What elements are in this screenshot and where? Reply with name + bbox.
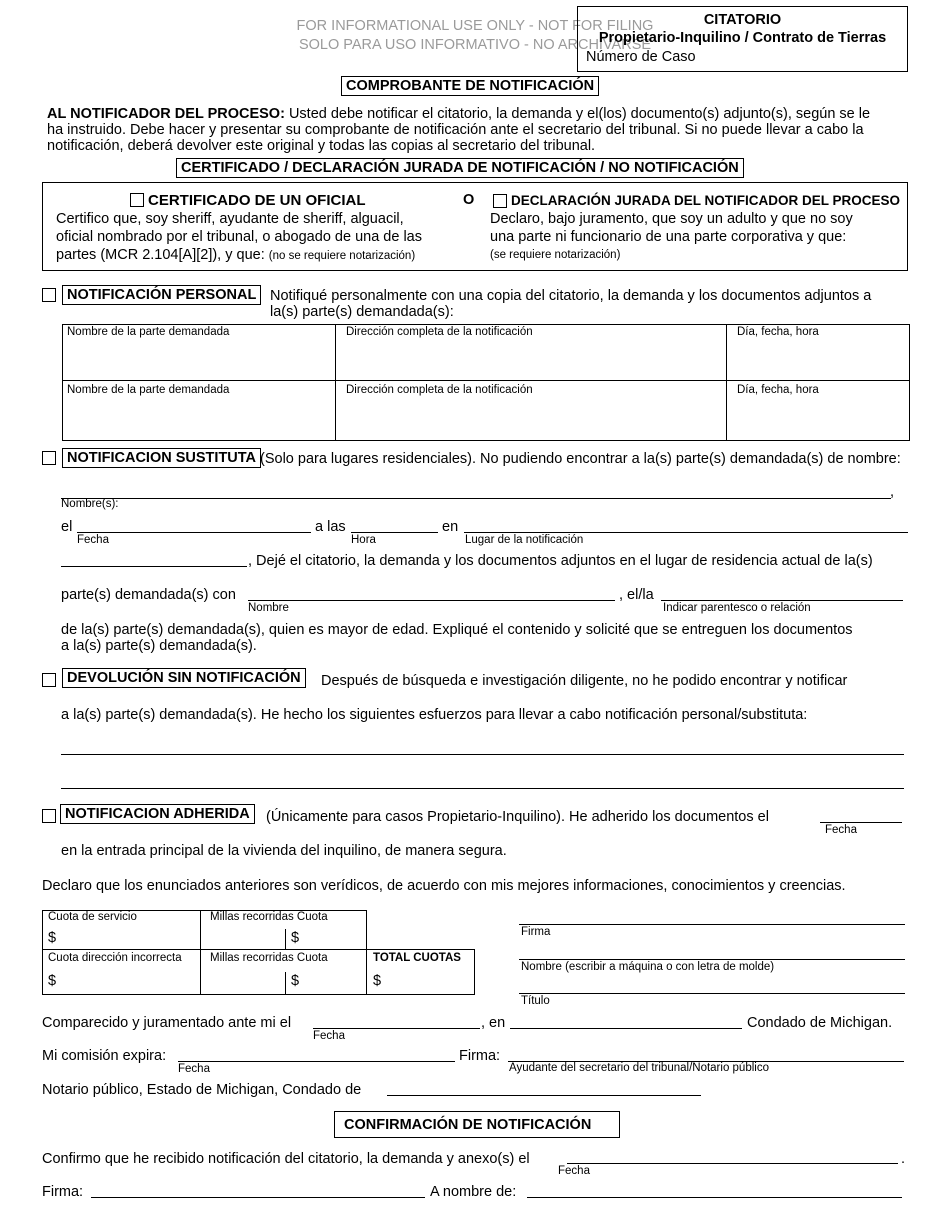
clerk-caption: Ayudante del secretario del tribunal/Notario público xyxy=(509,1062,769,1074)
certificate-title: CERTIFICADO / DECLARACIÓN JURADA DE NOTIFICACIÓN / NO NOTIFICACIÓN xyxy=(176,158,744,178)
a-las-text: a las xyxy=(315,519,346,535)
table-row-1-datetime: Día, fecha, hora xyxy=(737,326,819,338)
attached-date-line[interactable] xyxy=(820,822,902,823)
case-title: CITATORIO xyxy=(703,12,782,28)
efforts-line-1[interactable] xyxy=(61,754,904,755)
table-row-1-name: Nombre de la parte demandada xyxy=(67,326,230,338)
miles-fee-2-label: Millas recorridas Cuota xyxy=(210,952,328,964)
date-caption: Fecha xyxy=(77,534,109,546)
table-row-2-datetime: Día, fecha, hora xyxy=(737,384,819,396)
date-line[interactable] xyxy=(77,532,311,533)
officer-line-3: partes (MCR 2.104[A][2]), y que: xyxy=(56,247,265,263)
ack-title: CONFIRMACIÓN DE NOTIFICACIÓN xyxy=(344,1117,592,1133)
fees-dollar-divider-2 xyxy=(285,972,286,995)
non-service-checkbox[interactable] xyxy=(42,673,56,687)
relation-line[interactable] xyxy=(661,600,903,601)
county-line[interactable] xyxy=(510,1028,742,1029)
table-row-divider xyxy=(62,380,910,381)
personal-service-table xyxy=(62,324,910,441)
recipient-name-line[interactable] xyxy=(248,600,615,601)
ack-text: Confirmo que he recibido notificación del citatorio, la demanda y anexo(s) el xyxy=(42,1151,530,1167)
fees-row-divider xyxy=(42,949,367,950)
service-fee-dollar[interactable]: $ xyxy=(48,930,57,946)
personal-text-line-2: la(s) parte(s) demandada(s): xyxy=(270,304,454,320)
server-line-1: Declaro, bajo juramento, que soy un adulto y que no soy xyxy=(490,211,853,227)
place-line[interactable] xyxy=(464,532,908,533)
efforts-line-2[interactable] xyxy=(61,788,904,789)
case-subtitle: Propietario-Inquilino / Contrato de Tierras xyxy=(598,30,887,46)
attached-date-caption: Fecha xyxy=(825,824,857,836)
server-line-2: una parte ni funcionario de una parte corporativa y que: xyxy=(490,229,847,245)
server-note: (se requiere notarización) xyxy=(490,249,621,261)
name-line[interactable] xyxy=(519,959,905,960)
service-fee-label: Cuota de servicio xyxy=(48,911,137,923)
left-with-line[interactable] xyxy=(61,566,247,567)
attached-notice-checkbox[interactable] xyxy=(42,809,56,823)
county-text: Condado de Michigan. xyxy=(747,1015,893,1031)
instructions-line-1: Usted debe notificar el citatorio, la demanda y el(los) documento(s) adjunto(s), según se le xyxy=(284,106,871,122)
table-row-2-name: Nombre de la parte demandada xyxy=(67,384,230,396)
total-fees-label: TOTAL CUOTAS xyxy=(373,952,461,964)
ack-date-caption: Fecha xyxy=(558,1165,590,1177)
en-text: en xyxy=(442,519,459,535)
case-number-label: Número de Caso xyxy=(586,49,696,65)
instructions-lead: AL NOTIFICADOR DEL PROCESO: xyxy=(47,106,285,122)
non-service-label: DEVOLUCIÓN SIN NOTIFICACIÓN xyxy=(62,668,306,688)
notary-county-line[interactable] xyxy=(387,1095,701,1096)
names-comma: , xyxy=(890,484,895,500)
ack-date-line[interactable] xyxy=(567,1163,898,1164)
officer-note: (no se requiere notarización) xyxy=(268,250,416,262)
con-text: parte(s) demandada(s) con xyxy=(61,587,236,603)
substitute-final-line-1: de la(s) parte(s) demandada(s), quien es mayor de edad. Expliqué el contenido y solicité que se entreguen los documentos xyxy=(61,622,853,638)
commission-expires-text: Mi comisión expira: xyxy=(42,1048,167,1064)
ack-period: . xyxy=(901,1151,906,1167)
server-heading: DECLARACIÓN JURADA DEL NOTIFICADOR DEL PROCESO xyxy=(511,193,901,208)
signature-line[interactable] xyxy=(519,924,905,925)
miles-fee-label: Millas recorridas Cuota xyxy=(210,911,328,923)
names-label: Nombre(s): xyxy=(61,498,119,510)
title-caption: Título xyxy=(521,995,550,1007)
officer-line-2: oficial nombrado por el tribunal, o abogado de una de las xyxy=(56,229,422,245)
incorrect-address-fee-label: Cuota dirección incorrecta xyxy=(48,952,182,964)
ack-signature-line[interactable] xyxy=(91,1197,425,1198)
miles-fee-dollar[interactable]: $ xyxy=(291,930,300,946)
left-with-text: , Dejé el citatorio, la demanda y los documentos adjuntos en el lugar de residencia actual de la(s) xyxy=(248,553,873,569)
sworn-text: Comparecido y juramentado ante mi el xyxy=(42,1015,292,1031)
personal-service-label: NOTIFICACIÓN PERSONAL xyxy=(62,285,261,305)
instructions xyxy=(47,106,917,154)
personal-text-line-1: Notifiqué personalmente con una copia del citatorio, la demanda y los documentos adjuntos a xyxy=(270,288,872,304)
names-line[interactable] xyxy=(61,498,891,499)
substitute-service-checkbox[interactable] xyxy=(42,451,56,465)
substitute-service-text: (Solo para lugares residenciales). No pudiendo encontrar a la(s) parte(s) demandada(s) de nombre: xyxy=(260,451,901,467)
substitute-final-line-2: a la(s) parte(s) demandada(s). xyxy=(61,638,257,654)
notary-signature-label: Firma: xyxy=(459,1048,501,1064)
table-row-2-address: Dirección completa de la notificación xyxy=(346,384,533,396)
commission-date-caption: Fecha xyxy=(178,1063,210,1075)
total-fees-dollar[interactable]: $ xyxy=(373,973,382,989)
relation-caption: Indicar parentesco o relación xyxy=(663,602,811,614)
watermark-line-2: SOLO PARA USO INFORMATIVO - NO ARCHIVARSE xyxy=(298,37,652,53)
attached-notice-line-2: en la entrada principal de la vivienda del inquilino, de manera segura. xyxy=(61,843,507,859)
officer-text xyxy=(56,210,422,265)
title-line[interactable] xyxy=(519,993,905,994)
officer-checkbox[interactable] xyxy=(130,193,144,207)
miles-fee-2-dollar[interactable]: $ xyxy=(291,973,300,989)
declaration-text: Declaro que los enunciados anteriores son verídicos, de acuerdo con mis mejores informaciones, conocimientos y creencias. xyxy=(42,878,846,894)
proof-title: COMPROBANTE DE NOTIFICACIÓN xyxy=(341,76,599,96)
sworn-date-line[interactable] xyxy=(313,1028,480,1029)
officer-line-1: Certifico que, soy sheriff, ayudante de sheriff, alguacil, xyxy=(56,211,404,227)
server-text xyxy=(490,210,853,264)
el-text: el xyxy=(61,519,73,535)
table-col-divider-2 xyxy=(726,324,727,441)
case-box xyxy=(577,6,908,72)
table-col-divider-1 xyxy=(335,324,336,441)
officer-heading: CERTIFICADO DE UN OFICIAL xyxy=(148,192,366,209)
sworn-date-caption: Fecha xyxy=(313,1030,345,1042)
incorrect-address-fee-dollar[interactable]: $ xyxy=(48,973,57,989)
non-service-text-line-1: Después de búsqueda e investigación diligente, no he podido encontrar y notificar xyxy=(321,673,848,689)
personal-service-checkbox[interactable] xyxy=(42,288,56,302)
place-caption: Lugar de la notificación xyxy=(465,534,584,546)
watermark-line-1: FOR INFORMATIONAL USE ONLY - NOT FOR FILING xyxy=(296,18,654,34)
ack-signature-label: Firma: xyxy=(42,1184,84,1200)
attached-notice-text: (Únicamente para casos Propietario-Inquilino). He adherido los documentos el xyxy=(266,809,769,825)
fees-col-divider xyxy=(200,910,201,995)
signature-caption: Firma xyxy=(521,926,551,938)
or-label: O xyxy=(463,192,475,208)
relation-text: , el/la xyxy=(619,587,654,603)
attached-notice-label: NOTIFICACION ADHERIDA xyxy=(60,804,255,824)
personal-service-text xyxy=(270,288,871,320)
name-caption: Nombre (escribir a máquina o con letra de molde) xyxy=(521,961,775,973)
fees-dollar-divider-1 xyxy=(285,929,286,949)
commission-date-line[interactable] xyxy=(178,1061,455,1062)
recipient-name-caption: Nombre xyxy=(248,602,289,614)
table-row-1-address: Dirección completa de la notificación xyxy=(346,326,533,338)
non-service-text-line-2: a la(s) parte(s) demandada(s). He hecho los siguientes esfuerzos para llevar a cabo notificación personal/substituta: xyxy=(61,707,808,723)
substitute-final-text xyxy=(61,622,853,654)
sworn-en-text: , en xyxy=(481,1015,506,1031)
ack-on-behalf-label: A nombre de: xyxy=(430,1184,517,1200)
ack-on-behalf-line[interactable] xyxy=(527,1197,902,1198)
notary-public-text: Notario público, Estado de Michigan, Condado de xyxy=(42,1082,362,1098)
instructions-line-3: notificación, deberá devolver este original y todas las copias al secretario del tribunal. xyxy=(47,138,596,154)
time-caption: Hora xyxy=(351,534,376,546)
substitute-service-label: NOTIFICACION SUSTITUTA xyxy=(62,448,261,468)
time-line[interactable] xyxy=(351,532,438,533)
instructions-line-2: ha instruido. Debe hacer y presentar su comprobante de notificación ante el secretario del tribunal. Si no puede llevar a cabo la xyxy=(47,122,864,138)
server-checkbox[interactable] xyxy=(493,194,507,208)
